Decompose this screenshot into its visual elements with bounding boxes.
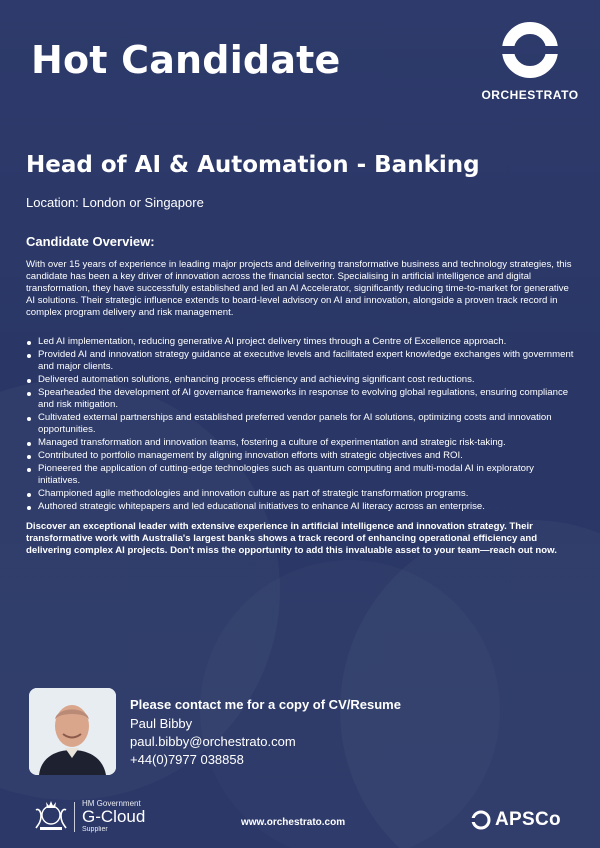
list-item: Pioneered the application of cutting-edge technologies such as quantum computing and multi-modal AI in exploratory initiatives. [26, 463, 578, 487]
orchestrato-logo [480, 20, 580, 102]
list-item: Cultivated external partnerships and established preferred vendor panels for AI solutions, optimizing costs and innovation opportunities. [26, 412, 578, 436]
list-item: Delivered automation solutions, enhancing process efficiency and achieving significant cost reductions. [26, 374, 578, 386]
gcloud-government: HM Government [82, 799, 141, 808]
logo-text: ORCHESTRATO [481, 88, 579, 102]
list-item: Provided AI and innovation strategy guidance at executive levels and facilitated expert knowledge exchanges with government and major clients. [26, 349, 578, 373]
overview-heading: Candidate Overview: [26, 234, 155, 249]
hm-government-crest-icon [32, 798, 70, 837]
list-item: Managed transformation and innovation teams, fostering a culture of experimentation and strategic risk-taking. [26, 437, 578, 449]
closing-statement: Discover an exceptional leader with extensive experience in artificial intelligence and innovation strategy. Their transformative work with Australia's largest banks shows a track record of enhancing operational efficiency and delivering complex AI projects. Don't miss the opportunity to add this invaluable asset to your team—reach out now. [26, 521, 557, 556]
contact-photo [29, 688, 116, 775]
contact-name: Paul Bibby [130, 716, 193, 731]
apsco-logo [470, 809, 561, 831]
gcloud-supplier: Supplier [82, 826, 108, 833]
job-title: Head of AI & Automation - Banking [26, 152, 480, 178]
list-item: Spearheaded the development of AI governance frameworks in response to evolving global regulations, ensuring compliance and risk mitigation. [26, 387, 578, 411]
divider [74, 802, 75, 832]
highlights-list [26, 336, 578, 514]
list-item: Led AI implementation, reducing generative AI project delivery times through a Centre of Excellence approach. [26, 336, 578, 348]
orchestrato-ring-icon [500, 20, 560, 80]
job-location: Location: London or Singapore [26, 195, 204, 210]
apsco-text: APSCo [495, 809, 561, 830]
contact-phone[interactable]: +44(0)7977 038858 [130, 752, 244, 767]
list-item: Authored strategic whitepapers and led educational initiatives to enhance AI literacy across an enterprise. [26, 501, 578, 513]
page-title: Hot Candidate [31, 38, 341, 82]
contact-email-link[interactable]: paul.bibby@orchestrato.com [130, 734, 296, 749]
list-item: Contributed to portfolio management by aligning innovation efforts with strategic objectives and ROI. [26, 450, 578, 462]
overview-text: With over 15 years of experience in leading major projects and delivering transformative business and technology strategies, this candidate has been a key driver of innovation across the financial sector. Specialising in artificial intelligence and digital transformation, they have successfully established and led an AI Accelerator, significantly reducing time-to-market for generative AI solutions. Their strategic influence extends to board-level advisory on AI and innovation, alongside a proven track record in complex program delivery and risk management. [26, 259, 572, 318]
person-avatar-icon [29, 688, 116, 775]
contact-heading: Please contact me for a copy of CV/Resume [130, 697, 401, 712]
list-item: Championed agile methodologies and innovation culture as part of strategic transformation programs. [26, 488, 578, 500]
contact-details [130, 697, 401, 769]
website-link[interactable]: www.orchestrato.com [241, 817, 346, 828]
gcloud-name: G-Cloud [82, 807, 146, 826]
gcloud-badge [82, 799, 145, 833]
apsco-ring-icon [470, 809, 492, 831]
